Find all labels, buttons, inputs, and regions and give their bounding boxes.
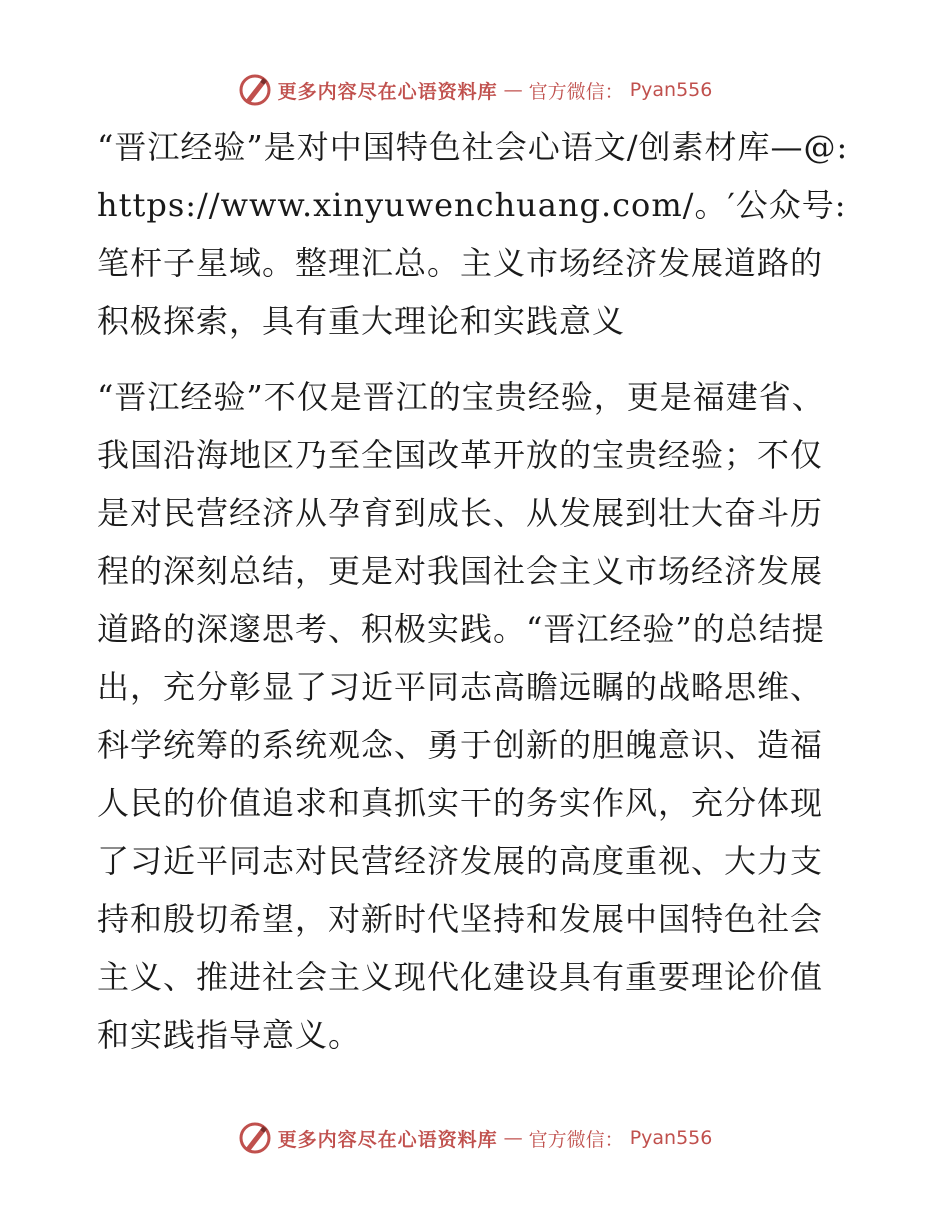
pen-circle-logo-icon xyxy=(238,1121,272,1155)
banner-wechat-label: 官方微信： xyxy=(528,80,624,103)
article-paragraph-1-block xyxy=(97,118,853,350)
article-paragraph-2-block xyxy=(97,368,853,1064)
banner-separator: — xyxy=(503,79,523,101)
article-paragraph-1: “晋江经验”是对中国特色社会心语文/创素材库—@: https://www.xinyuwenchuang.com/。′公众号: 笔杆子星域。整理汇总。主义市场经济发展道路的积极探索，具有重大理论和实践意义 xyxy=(97,128,849,340)
banner-wechat-id: Pyan556 xyxy=(629,1127,713,1149)
header-watermark-banner xyxy=(0,70,950,110)
banner-wechat-label: 官方微信： xyxy=(528,1128,624,1151)
pen-circle-logo-icon xyxy=(238,73,272,107)
banner-site-text: 更多内容尽在心语资料库 xyxy=(277,1128,498,1151)
banner-site-text: 更多内容尽在心语资料库 xyxy=(277,80,498,103)
footer-watermark-banner xyxy=(0,1118,950,1158)
banner-separator: — xyxy=(503,1127,523,1149)
article-paragraph-2: “晋江经验”不仅是晋江的宝贵经验，更是福建省、我国沿海地区乃至全国改革开放的宝贵经验；不仅是对民营经济从孕育到成长、从发展到壮大奋斗历程的深刻总结，更是对我国社会主义市场经济发展道路的深邃思考、积极实践。“晋江经验”的总结提出，充分彰显了习近平同志高瞻远瞩的战略思维、科学统筹的系统观念、勇于创新的胆魄意识、造福人民的价值追求和真抓实干的务实作风，充分体现了习近平同志对民营经济发展的高度重视、大力支持和殷切希望，对新时代坚持和发展中国特色社会主义、推进社会主义现代化建设具有重要理论价值和实践指导意义。 xyxy=(97,378,825,1054)
banner-wechat-id: Pyan556 xyxy=(629,79,713,101)
